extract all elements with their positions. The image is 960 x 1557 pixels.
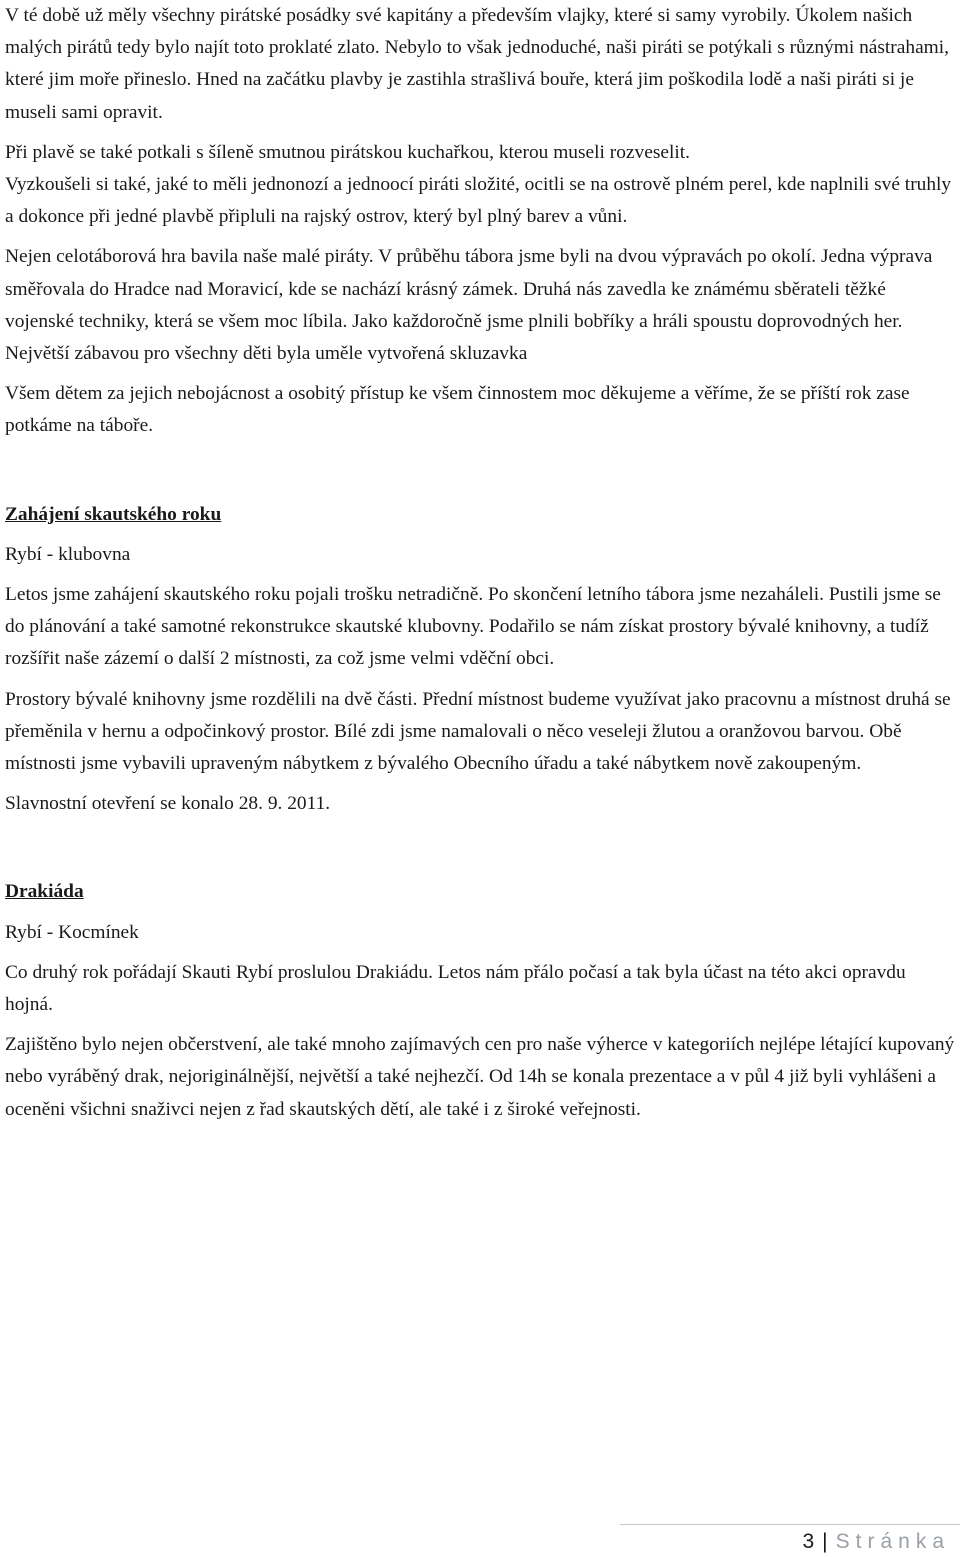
section2-paragraph-1: Co druhý rok pořádají Skauti Rybí proslulou Drakiádu. Letos nám přálo počasí a tak byla účast na této akci opravdu hojná. [5,961,906,1016]
section2-paragraph-2: Zajištěno bylo nejen občerstvení, ale také mnoho zajímavých cen pro naše výherce v kategoriích nejlépe létající kupovaný nebo vyráběný drak, nejoriginálnější, největší a také nejhezčí. Od 14h se konala prezentace a v půl 4 již byli vyhlášeni a oceněni všichni snaživci nejen z řad skautských dětí, ale také i z široké veřejnosti. [5,1034,955,1120]
section1-paragraph-3: Slavnostní otevření se konalo 28. 9. 2011. [5,793,331,815]
section1-paragraph-1: Letos jsme zahájení skautského roku pojali trošku netradičně. Po skončení letního tábora jsme nezaháleli. Pustili jsme se do plánování a také samotné rekonstrukce skautské klubovny. Podařilo se nám získat prostory bývalé knihovny, a tudíž rozšířit naše zázemí o další 2 místnosti, za což jsme velmi vděční obci. [5,584,941,670]
section-title-zahajeni: Zahájení skautského roku [5,503,222,525]
intro-paragraph-2: Při plavě se také potkali s šíleně smutnou pirátskou kuchařkou, kterou museli rozveselit. [5,141,690,163]
section1-paragraph-2: Prostory bývalé knihovny jsme rozdělili na dvě části. Přední místnost budeme využívat jako pracovnu a místnost druhá se přeměnila v hernu a odpočinkový prostor. Bílé zdi jsme namalovali o něco veseleji žlutou a oranžovou barvou. Obě místnosti jsme vybavili upraveným nábytkem z bývalého Obecního úřadu a také nábytkem nově zakoupeným. [5,688,951,775]
section-spacer [5,443,955,495]
footer-divider [620,1524,960,1525]
intro-paragraph-5: Všem dětem za jejich nebojácnost a osobitý přístup ke všem činnostem moc děkujeme a věříme, že se příští rok zase potkáme na táboře. [5,383,910,437]
document-page [5,0,955,1126]
footer-separator: | [822,1530,828,1553]
section-title-drakiada: Drakiáda [5,881,84,903]
page-footer [802,1528,950,1556]
section-spacer [5,820,955,872]
page-number: 3 [802,1530,815,1553]
intro-paragraph-3: Vyzkoušeli si také, jaké to měli jednonozí a jednoocí piráti složité, ocitli se na ostrově plném perel, kde naplnili své truhly a dokonce při jedné plavbě připluli na rajský ostrov, který byl plný barev a vůni. [5,174,952,228]
section-location-zahajeni: Rybí - klubovna [5,543,131,565]
intro-paragraph-4: Nejen celotáborová hra bavila naše malé piráty. V průběhu tábora jsme byli na dvou výpravách po okolí. Jedna výprava směřovala do Hradce nad Moravicí, kde se nachází krásný zámek. Druhá nás zavedla ke známému sběrateli těžké vojenské techniky, která se všem moc líbila. Jako každoročně jsme plnili bobříky a hráli spoustu doprovodných her. Největší zábavou pro všechny děti byla uměle vytvořená skluzavka [5,246,933,365]
intro-paragraph-1: V té době už měly všechny pirátské posádky své kapitány a především vlajky, které si samy vyrobily. Úkolem našich malých pirátů tedy bylo najít toto proklaté zlato. Nebylo to však jednoduché, naši piráti se potýkali s různými nástrahami, které jim moře přineslo. Hned na začátku plavby je zastihla strašlivá bouře, která jim poškodila lodě a naši piráti si je museli sami opravit. [5,5,949,123]
page-word: Stránka [835,1530,950,1553]
section-location-drakiada: Rybí - Kocmínek [5,921,139,943]
